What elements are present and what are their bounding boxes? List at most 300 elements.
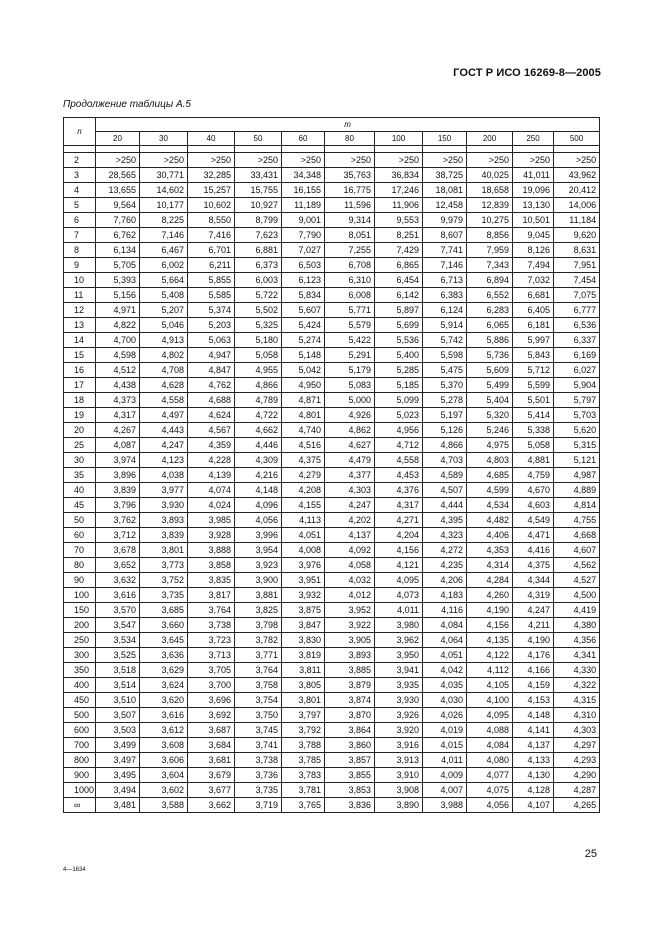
row-n-cell: 19 — [64, 408, 96, 423]
value-cell: 7,032 — [513, 273, 554, 288]
value-cell: 4,395 — [423, 513, 467, 528]
value-cell: 5,338 — [513, 423, 554, 438]
value-cell: 4,211 — [513, 618, 554, 633]
value-cell: 4,012 — [325, 588, 375, 603]
value-cell: 3,604 — [140, 768, 188, 783]
table-row — [64, 543, 600, 558]
value-cell: 40,025 — [467, 168, 513, 183]
row-n-cell: 17 — [64, 378, 96, 393]
value-cell: 3,839 — [96, 483, 140, 498]
value-cell: 4,558 — [140, 393, 188, 408]
value-cell: 4,755 — [554, 513, 600, 528]
value-cell: 3,660 — [140, 618, 188, 633]
value-cell: >250 — [423, 153, 467, 168]
value-cell: 5,620 — [554, 423, 600, 438]
value-cell: 4,095 — [467, 708, 513, 723]
row-n-cell: 25 — [64, 438, 96, 453]
value-cell: 43,962 — [554, 168, 600, 183]
value-cell: 10,927 — [235, 198, 282, 213]
value-cell: 3,547 — [96, 618, 140, 633]
value-cell: 3,980 — [375, 618, 423, 633]
value-cell: 3,570 — [96, 603, 140, 618]
column-header-row — [64, 132, 600, 146]
value-cell: 5,197 — [423, 408, 467, 423]
value-cell: 5,278 — [423, 393, 467, 408]
row-n-cell: 3 — [64, 168, 96, 183]
value-cell: 4,975 — [467, 438, 513, 453]
row-n-cell: 500 — [64, 708, 96, 723]
value-cell: 4,356 — [554, 633, 600, 648]
value-cell: 5,046 — [140, 318, 188, 333]
value-cell: 4,019 — [423, 723, 467, 738]
value-cell: 7,146 — [423, 258, 467, 273]
value-cell: 4,026 — [423, 708, 467, 723]
value-cell: 5,408 — [140, 288, 188, 303]
value-cell: 4,107 — [513, 798, 554, 813]
value-cell: 7,429 — [375, 243, 423, 258]
value-cell: 4,042 — [423, 663, 467, 678]
value-cell: 6,454 — [375, 273, 423, 288]
value-cell: 5,058 — [513, 438, 554, 453]
value-cell: 4,137 — [325, 528, 375, 543]
row-n-cell: 700 — [64, 738, 96, 753]
value-cell: 9,001 — [282, 213, 325, 228]
value-cell: 4,507 — [423, 483, 467, 498]
value-cell: 5,599 — [513, 378, 554, 393]
value-cell: 4,008 — [282, 543, 325, 558]
value-cell: 4,598 — [96, 348, 140, 363]
value-cell: 3,712 — [96, 528, 140, 543]
value-cell: 4,183 — [423, 588, 467, 603]
value-cell: 18,081 — [423, 183, 467, 198]
value-cell: 4,847 — [188, 363, 235, 378]
value-cell: 4,024 — [188, 498, 235, 513]
value-cell: 6,777 — [554, 303, 600, 318]
value-cell: 3,738 — [188, 618, 235, 633]
table-body — [64, 146, 600, 813]
value-cell: 4,376 — [375, 483, 423, 498]
value-cell: 4,822 — [96, 318, 140, 333]
value-cell: 4,444 — [423, 498, 467, 513]
column-header-m: 150 — [423, 132, 467, 146]
value-cell: 3,879 — [325, 678, 375, 693]
value-cell: 5,585 — [188, 288, 235, 303]
value-cell: 4,789 — [235, 393, 282, 408]
value-cell: 4,670 — [513, 483, 554, 498]
table-row — [64, 693, 600, 708]
value-cell: 7,959 — [467, 243, 513, 258]
value-cell: 7,343 — [467, 258, 513, 273]
value-cell: 3,864 — [325, 723, 375, 738]
value-cell: 41,011 — [513, 168, 554, 183]
value-cell: 6,169 — [554, 348, 600, 363]
value-cell: 4,105 — [467, 678, 513, 693]
value-cell: 3,534 — [96, 633, 140, 648]
value-cell: 4,228 — [188, 453, 235, 468]
value-cell: 4,479 — [325, 453, 375, 468]
value-cell: 4,235 — [423, 558, 467, 573]
value-cell: 3,636 — [140, 648, 188, 663]
value-cell: 7,075 — [554, 288, 600, 303]
value-cell: 4,341 — [554, 648, 600, 663]
value-cell: 3,985 — [188, 513, 235, 528]
row-n-cell: 800 — [64, 753, 96, 768]
value-cell: 3,858 — [188, 558, 235, 573]
value-cell: 3,974 — [96, 453, 140, 468]
value-cell: 3,977 — [140, 483, 188, 498]
value-cell: 6,865 — [375, 258, 423, 273]
table-row — [64, 213, 600, 228]
value-cell: 4,015 — [423, 738, 467, 753]
value-cell: 3,738 — [235, 753, 282, 768]
value-cell: 3,913 — [375, 753, 423, 768]
value-cell: 4,148 — [513, 708, 554, 723]
value-cell: 5,703 — [554, 408, 600, 423]
row-n-cell: 200 — [64, 618, 96, 633]
value-cell: 3,752 — [140, 573, 188, 588]
value-cell: 4,453 — [375, 468, 423, 483]
value-cell: 3,825 — [235, 603, 282, 618]
value-cell: 10,501 — [513, 213, 554, 228]
table-spacer-row — [64, 146, 600, 153]
table-caption: Продолжение таблицы A.5 — [63, 99, 191, 110]
value-cell: 4,293 — [554, 753, 600, 768]
value-cell: 11,189 — [282, 198, 325, 213]
row-n-cell: ∞ — [64, 798, 96, 813]
value-cell: 3,930 — [140, 498, 188, 513]
value-cell: 3,836 — [325, 798, 375, 813]
value-cell: 5,997 — [513, 333, 554, 348]
value-cell: 4,084 — [423, 618, 467, 633]
value-cell: 8,051 — [325, 228, 375, 243]
value-cell: 11,906 — [375, 198, 423, 213]
value-cell: 4,607 — [554, 543, 600, 558]
value-cell: 4,482 — [467, 513, 513, 528]
value-cell: 5,897 — [375, 303, 423, 318]
data-table — [63, 117, 600, 813]
value-cell: >250 — [467, 153, 513, 168]
value-cell: 4,955 — [235, 363, 282, 378]
value-cell: 4,112 — [467, 663, 513, 678]
value-cell: 5,705 — [96, 258, 140, 273]
value-cell: 5,063 — [188, 333, 235, 348]
value-cell: >250 — [554, 153, 600, 168]
table-row — [64, 468, 600, 483]
value-cell: 5,083 — [325, 378, 375, 393]
value-cell: 3,503 — [96, 723, 140, 738]
table-row — [64, 453, 600, 468]
value-cell: 8,251 — [375, 228, 423, 243]
table-row — [64, 288, 600, 303]
table-row — [64, 798, 600, 813]
table-row — [64, 708, 600, 723]
value-cell: 4,148 — [235, 483, 282, 498]
value-cell: 4,141 — [513, 723, 554, 738]
value-cell: 4,208 — [282, 483, 325, 498]
value-cell: 8,799 — [235, 213, 282, 228]
value-cell: 4,375 — [282, 453, 325, 468]
row-n-cell: 4 — [64, 183, 96, 198]
value-cell: 9,620 — [554, 228, 600, 243]
value-cell: 4,443 — [140, 423, 188, 438]
value-cell: 5,246 — [467, 423, 513, 438]
value-cell: 4,446 — [235, 438, 282, 453]
value-cell: 3,798 — [235, 618, 282, 633]
value-cell: 3,762 — [96, 513, 140, 528]
value-cell: 4,075 — [467, 783, 513, 798]
value-cell: 4,247 — [325, 498, 375, 513]
value-cell: 5,023 — [375, 408, 423, 423]
value-cell: 5,609 — [467, 363, 513, 378]
value-cell: 3,608 — [140, 738, 188, 753]
row-n-cell: 80 — [64, 558, 96, 573]
value-cell: 4,139 — [188, 468, 235, 483]
row-n-cell: 400 — [64, 678, 96, 693]
value-cell: 28,565 — [96, 168, 140, 183]
value-cell: 4,051 — [282, 528, 325, 543]
value-cell: 6,124 — [423, 303, 467, 318]
value-cell: 16,775 — [325, 183, 375, 198]
value-cell: 3,928 — [188, 528, 235, 543]
value-cell: 4,032 — [325, 573, 375, 588]
value-cell: 3,941 — [375, 663, 423, 678]
value-cell: 4,156 — [467, 618, 513, 633]
value-cell: 4,265 — [554, 798, 600, 813]
value-cell: 6,383 — [423, 288, 467, 303]
value-cell: 4,088 — [467, 723, 513, 738]
value-cell: 4,708 — [140, 363, 188, 378]
value-cell: 3,773 — [140, 558, 188, 573]
spacer-cell — [96, 146, 140, 153]
value-cell: 6,283 — [467, 303, 513, 318]
value-cell: 4,406 — [467, 528, 513, 543]
value-cell: 6,894 — [467, 273, 513, 288]
spacer-cell — [282, 146, 325, 153]
value-cell: 4,803 — [467, 453, 513, 468]
value-cell: 4,247 — [140, 438, 188, 453]
table-row — [64, 153, 600, 168]
row-n-cell: 5 — [64, 198, 96, 213]
value-cell: 4,866 — [235, 378, 282, 393]
value-cell: 4,156 — [375, 543, 423, 558]
value-cell: 10,275 — [467, 213, 513, 228]
value-cell: 3,905 — [325, 633, 375, 648]
row-n-cell: 11 — [64, 288, 96, 303]
value-cell: 4,956 — [375, 423, 423, 438]
value-cell: 4,056 — [235, 513, 282, 528]
value-cell: 3,495 — [96, 768, 140, 783]
value-cell: 3,796 — [96, 498, 140, 513]
value-cell: 5,414 — [513, 408, 554, 423]
column-header-m: 200 — [467, 132, 513, 146]
value-cell: 4,359 — [188, 438, 235, 453]
table-row — [64, 228, 600, 243]
value-cell: 4,871 — [282, 393, 325, 408]
value-cell: 7,741 — [423, 243, 467, 258]
value-cell: 13,655 — [96, 183, 140, 198]
value-cell: 3,602 — [140, 783, 188, 798]
table-row — [64, 378, 600, 393]
value-cell: 3,616 — [96, 588, 140, 603]
value-cell: 3,741 — [235, 738, 282, 753]
value-cell: 10,177 — [140, 198, 188, 213]
value-cell: 5,422 — [325, 333, 375, 348]
value-cell: 4,130 — [513, 768, 554, 783]
value-cell: >250 — [282, 153, 325, 168]
value-cell: 3,988 — [423, 798, 467, 813]
value-cell: 3,632 — [96, 573, 140, 588]
value-cell: 11,184 — [554, 213, 600, 228]
value-cell: 3,481 — [96, 798, 140, 813]
value-cell: 3,785 — [282, 753, 325, 768]
value-cell: 4,077 — [467, 768, 513, 783]
value-cell: 4,080 — [467, 753, 513, 768]
value-cell: 5,042 — [282, 363, 325, 378]
value-cell: 3,875 — [282, 603, 325, 618]
table-row — [64, 408, 600, 423]
value-cell: 4,038 — [140, 468, 188, 483]
value-cell: 5,126 — [423, 423, 467, 438]
value-cell: 4,759 — [513, 468, 554, 483]
value-cell: 5,855 — [188, 273, 235, 288]
value-cell: 4,377 — [325, 468, 375, 483]
value-cell: 4,380 — [554, 618, 600, 633]
value-cell: 3,908 — [375, 783, 423, 798]
value-cell: 4,512 — [96, 363, 140, 378]
value-cell: 5,320 — [467, 408, 513, 423]
value-cell: 6,123 — [282, 273, 325, 288]
value-cell: 5,121 — [554, 453, 600, 468]
row-n-cell: 14 — [64, 333, 96, 348]
value-cell: 4,497 — [140, 408, 188, 423]
value-cell: 5,699 — [375, 318, 423, 333]
value-cell: 3,677 — [188, 783, 235, 798]
value-cell: 3,835 — [188, 573, 235, 588]
table-row — [64, 333, 600, 348]
value-cell: >250 — [375, 153, 423, 168]
value-cell: 4,121 — [375, 558, 423, 573]
value-cell: 3,781 — [282, 783, 325, 798]
value-cell: 3,853 — [325, 783, 375, 798]
value-cell: 4,500 — [554, 588, 600, 603]
value-cell: 4,971 — [96, 303, 140, 318]
value-cell: 4,416 — [513, 543, 554, 558]
row-n-cell: 300 — [64, 648, 96, 663]
value-cell: 7,951 — [554, 258, 600, 273]
value-cell: 15,755 — [235, 183, 282, 198]
value-cell: 3,881 — [235, 588, 282, 603]
value-cell: 5,736 — [467, 348, 513, 363]
value-cell: 6,713 — [423, 273, 467, 288]
value-cell: 3,713 — [188, 648, 235, 663]
value-cell: 6,681 — [513, 288, 554, 303]
row-n-cell: 250 — [64, 633, 96, 648]
value-cell: 3,678 — [96, 543, 140, 558]
value-cell: 3,788 — [282, 738, 325, 753]
row-n-cell: 50 — [64, 513, 96, 528]
table-row — [64, 633, 600, 648]
document-header: ГОСТ Р ИСО 16269-8—2005 — [453, 67, 601, 79]
table-row — [64, 273, 600, 288]
value-cell: 4,155 — [282, 498, 325, 513]
value-cell: 8,225 — [140, 213, 188, 228]
value-cell: 3,723 — [188, 633, 235, 648]
value-cell: 4,603 — [513, 498, 554, 513]
value-cell: 5,843 — [513, 348, 554, 363]
value-cell: 11,596 — [325, 198, 375, 213]
row-n-cell: 35 — [64, 468, 96, 483]
value-cell: 19,096 — [513, 183, 554, 198]
value-cell: 4,558 — [375, 453, 423, 468]
value-cell: 5,797 — [554, 393, 600, 408]
value-cell: 4,166 — [513, 663, 554, 678]
row-n-cell: 18 — [64, 393, 96, 408]
value-cell: 4,628 — [140, 378, 188, 393]
value-cell: 5,712 — [513, 363, 554, 378]
value-cell: 5,904 — [554, 378, 600, 393]
value-cell: 4,330 — [554, 663, 600, 678]
table-row — [64, 498, 600, 513]
table-row — [64, 738, 600, 753]
value-cell: 4,204 — [375, 528, 423, 543]
value-cell: 3,758 — [235, 678, 282, 693]
value-cell: 5,771 — [325, 303, 375, 318]
value-cell: 6,503 — [282, 258, 325, 273]
value-cell: 4,419 — [554, 603, 600, 618]
value-cell: 4,740 — [282, 423, 325, 438]
value-cell: 8,607 — [423, 228, 467, 243]
value-cell: 4,889 — [554, 483, 600, 498]
value-cell: 5,203 — [188, 318, 235, 333]
value-cell: 4,176 — [513, 648, 554, 663]
value-cell: 3,525 — [96, 648, 140, 663]
value-cell: 7,760 — [96, 213, 140, 228]
value-cell: 4,624 — [188, 408, 235, 423]
value-cell: 3,962 — [375, 633, 423, 648]
value-cell: 3,888 — [188, 543, 235, 558]
row-n-cell: 40 — [64, 483, 96, 498]
value-cell: 4,722 — [235, 408, 282, 423]
value-cell: 3,685 — [140, 603, 188, 618]
value-cell: 3,930 — [375, 693, 423, 708]
value-cell: 4,562 — [554, 558, 600, 573]
value-cell: 4,375 — [513, 558, 554, 573]
value-cell: 4,627 — [325, 438, 375, 453]
value-cell: 4,438 — [96, 378, 140, 393]
table-row — [64, 588, 600, 603]
value-cell: 4,011 — [375, 603, 423, 618]
value-cell: 33,431 — [235, 168, 282, 183]
print-code: 4—1634 — [63, 867, 86, 873]
value-cell: 20,412 — [554, 183, 600, 198]
value-cell: 6,002 — [140, 258, 188, 273]
value-cell: 3,900 — [235, 573, 282, 588]
column-header-m: 30 — [140, 132, 188, 146]
value-cell: 4,051 — [423, 648, 467, 663]
value-cell: 3,764 — [188, 603, 235, 618]
value-cell: 5,185 — [375, 378, 423, 393]
value-cell: 4,317 — [96, 408, 140, 423]
value-cell: 7,416 — [188, 228, 235, 243]
value-cell: 5,374 — [188, 303, 235, 318]
value-cell: 8,631 — [554, 243, 600, 258]
value-cell: 6,211 — [188, 258, 235, 273]
value-cell: 4,688 — [188, 393, 235, 408]
value-cell: 5,274 — [282, 333, 325, 348]
value-cell: 4,074 — [188, 483, 235, 498]
value-cell: 6,134 — [96, 243, 140, 258]
spacer-cell — [188, 146, 235, 153]
